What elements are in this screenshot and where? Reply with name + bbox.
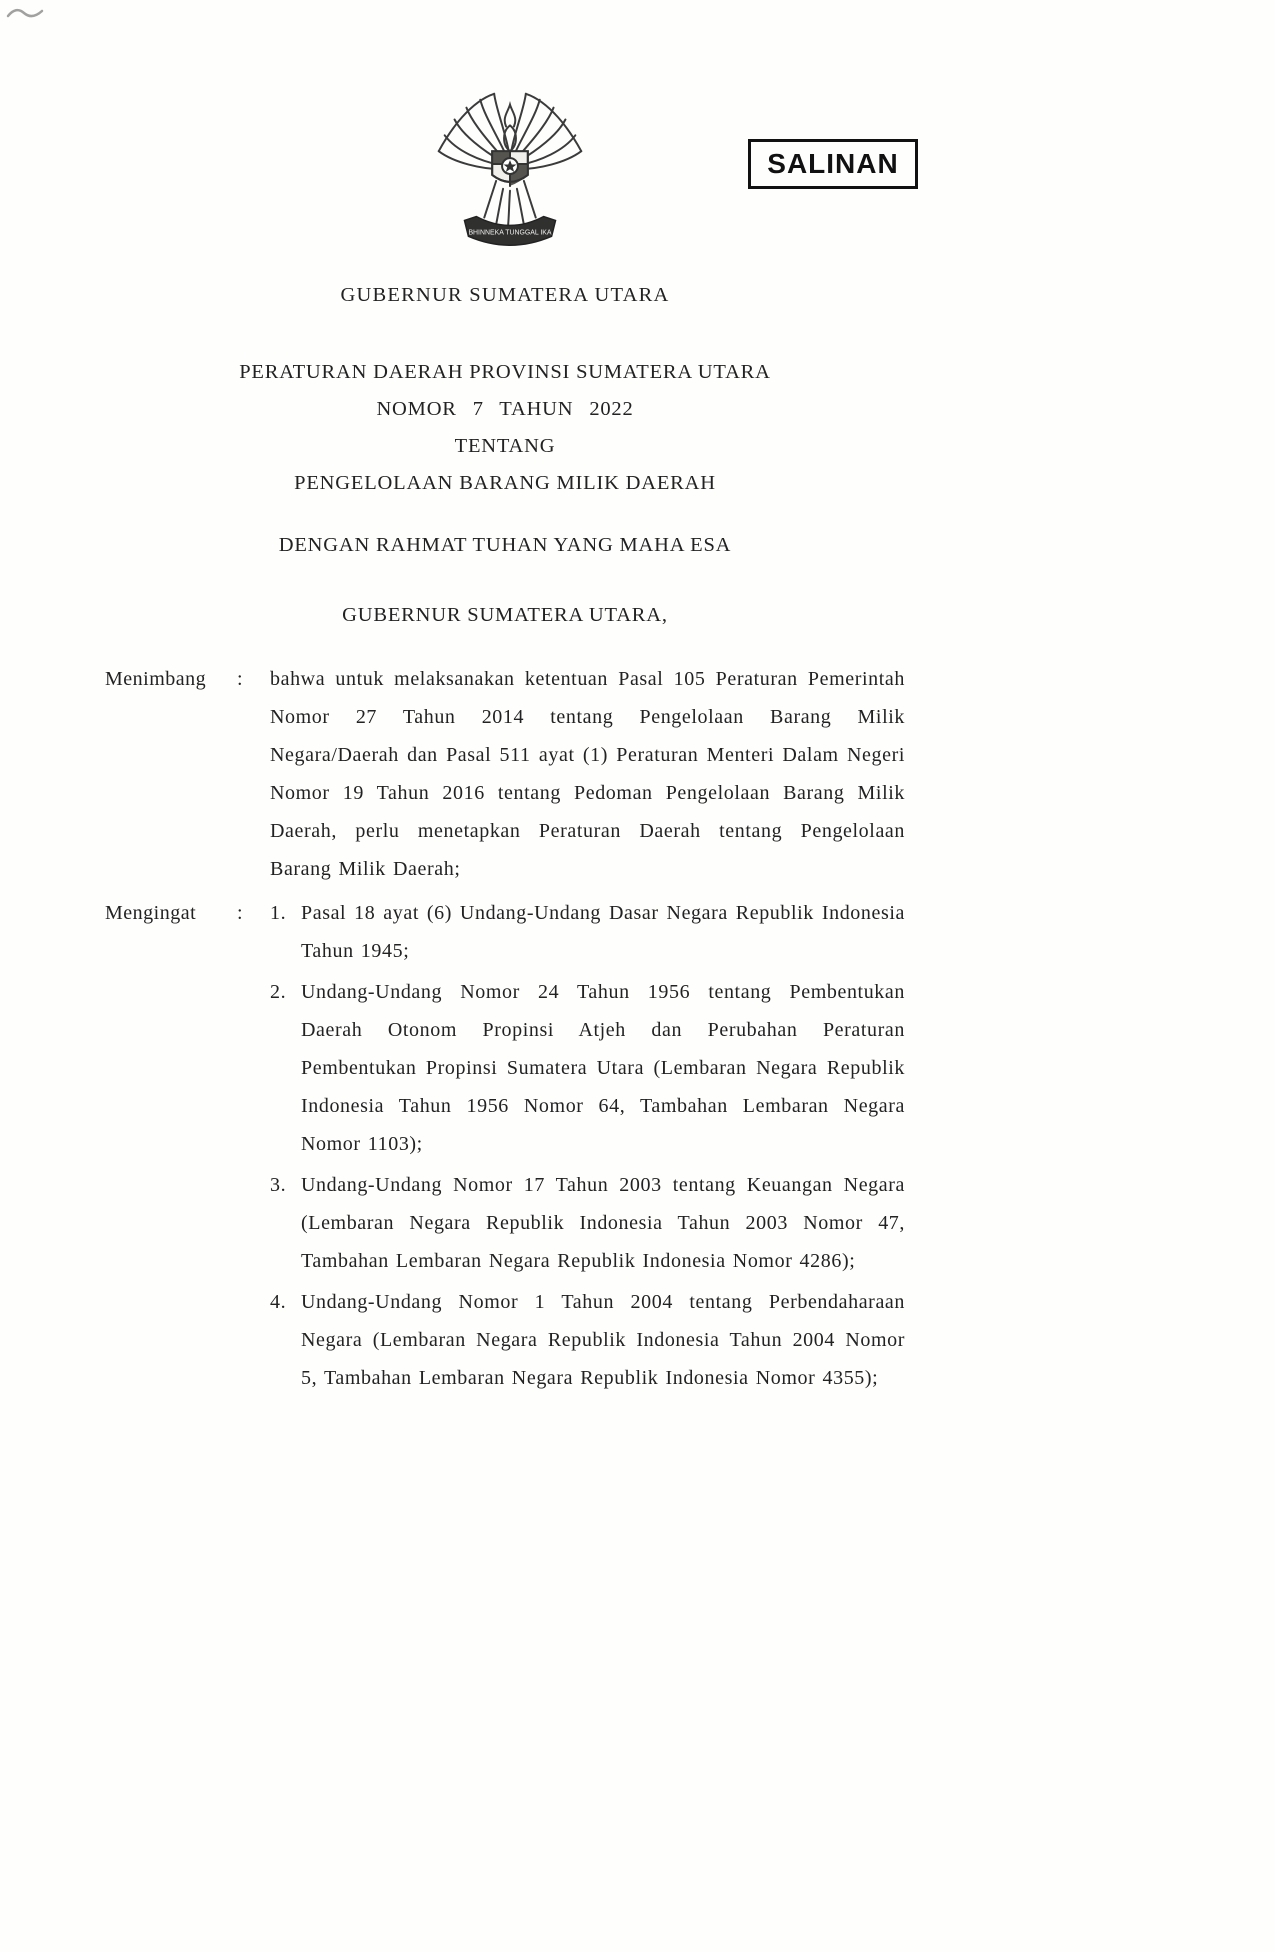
mengingat-item	[270, 1166, 905, 1280]
emblem-motto: BHINNEKA TUNGGAL IKA	[468, 229, 552, 237]
salinan-stamp: SALINAN	[748, 139, 918, 189]
regulation-title-block	[105, 354, 905, 502]
menimbang-clause	[105, 660, 905, 888]
menimbang-colon: :	[237, 668, 243, 690]
mengingat-list	[270, 894, 905, 1400]
mengingat-item	[270, 1283, 905, 1397]
regulation-title-line-3: TENTANG	[454, 435, 556, 457]
mengingat-item	[270, 973, 905, 1163]
governor-heading: GUBERNUR SUMATERA UTARA	[340, 284, 670, 306]
garuda-pancasila-emblem	[428, 70, 592, 268]
scan-artifact-mark	[6, 4, 46, 22]
menimbang-text: bahwa untuk melaksanakan ketentuan Pasal 105 Peraturan Pemerintah Nomor 27 Tahun 2014 tentang Pengelolaan Barang Milik Negara/Daerah dan Pasal 511 ayat (1) Peraturan Menteri Dalam Negeri Nomor 19 Tahun 2016 tentang Pedoman Pengelolaan Barang Milik Daerah, perlu menetapkan Peraturan Daerah tentang Pengelolaan Barang Milik Daerah;	[270, 668, 905, 880]
item-text: Undang-Undang Nomor 1 Tahun 2004 tentang Perbendaharaan Negara (Lembaran Negara Republik Indonesia Tahun 2004 Nomor 5, Tambahan Lembaran Negara Republik Indonesia Nomor 4355);	[301, 1291, 905, 1389]
mengingat-item	[270, 894, 905, 970]
regulation-title-line-1: PERATURAN DAERAH PROVINSI SUMATERA UTARA	[239, 361, 771, 383]
item-number: 3.	[270, 1174, 287, 1196]
item-number: 4.	[270, 1291, 287, 1313]
mengingat-label: Mengingat	[105, 902, 197, 924]
preamble-clauses	[105, 660, 905, 1400]
item-number: 1.	[270, 902, 287, 924]
regulation-title-line-4: PENGELOLAAN BARANG MILIK DAERAH	[294, 472, 716, 494]
regulation-title-line-2: NOMOR 7 TAHUN 2022	[376, 398, 634, 420]
invocation-line: DENGAN RAHMAT TUHAN YANG MAHA ESA	[278, 534, 732, 556]
mengingat-colon: :	[237, 902, 243, 924]
item-text: Undang-Undang Nomor 24 Tahun 1956 tentang Pembentukan Daerah Otonom Propinsi Atjeh dan Perubahan Peraturan Pembentukan Propinsi Sumatera Utara (Lembaran Negara Republik Indonesia Tahun 1956 Nomor 64, Tambahan Lembaran Negara Nomor 1103);	[301, 981, 905, 1155]
item-text: Undang-Undang Nomor 17 Tahun 2003 tentang Keuangan Negara (Lembaran Negara Republik Indonesia Tahun 2003 Nomor 47, Tambahan Lembaran Negara Republik Indonesia Nomor 4286);	[301, 1174, 905, 1272]
mengingat-clause	[105, 894, 905, 1400]
menimbang-label: Menimbang	[105, 668, 207, 690]
item-text: Pasal 18 ayat (6) Undang-Undang Dasar Negara Republik Indonesia Tahun 1945;	[301, 902, 905, 962]
item-number: 2.	[270, 981, 287, 1003]
authority-line: GUBERNUR SUMATERA UTARA,	[342, 604, 668, 626]
